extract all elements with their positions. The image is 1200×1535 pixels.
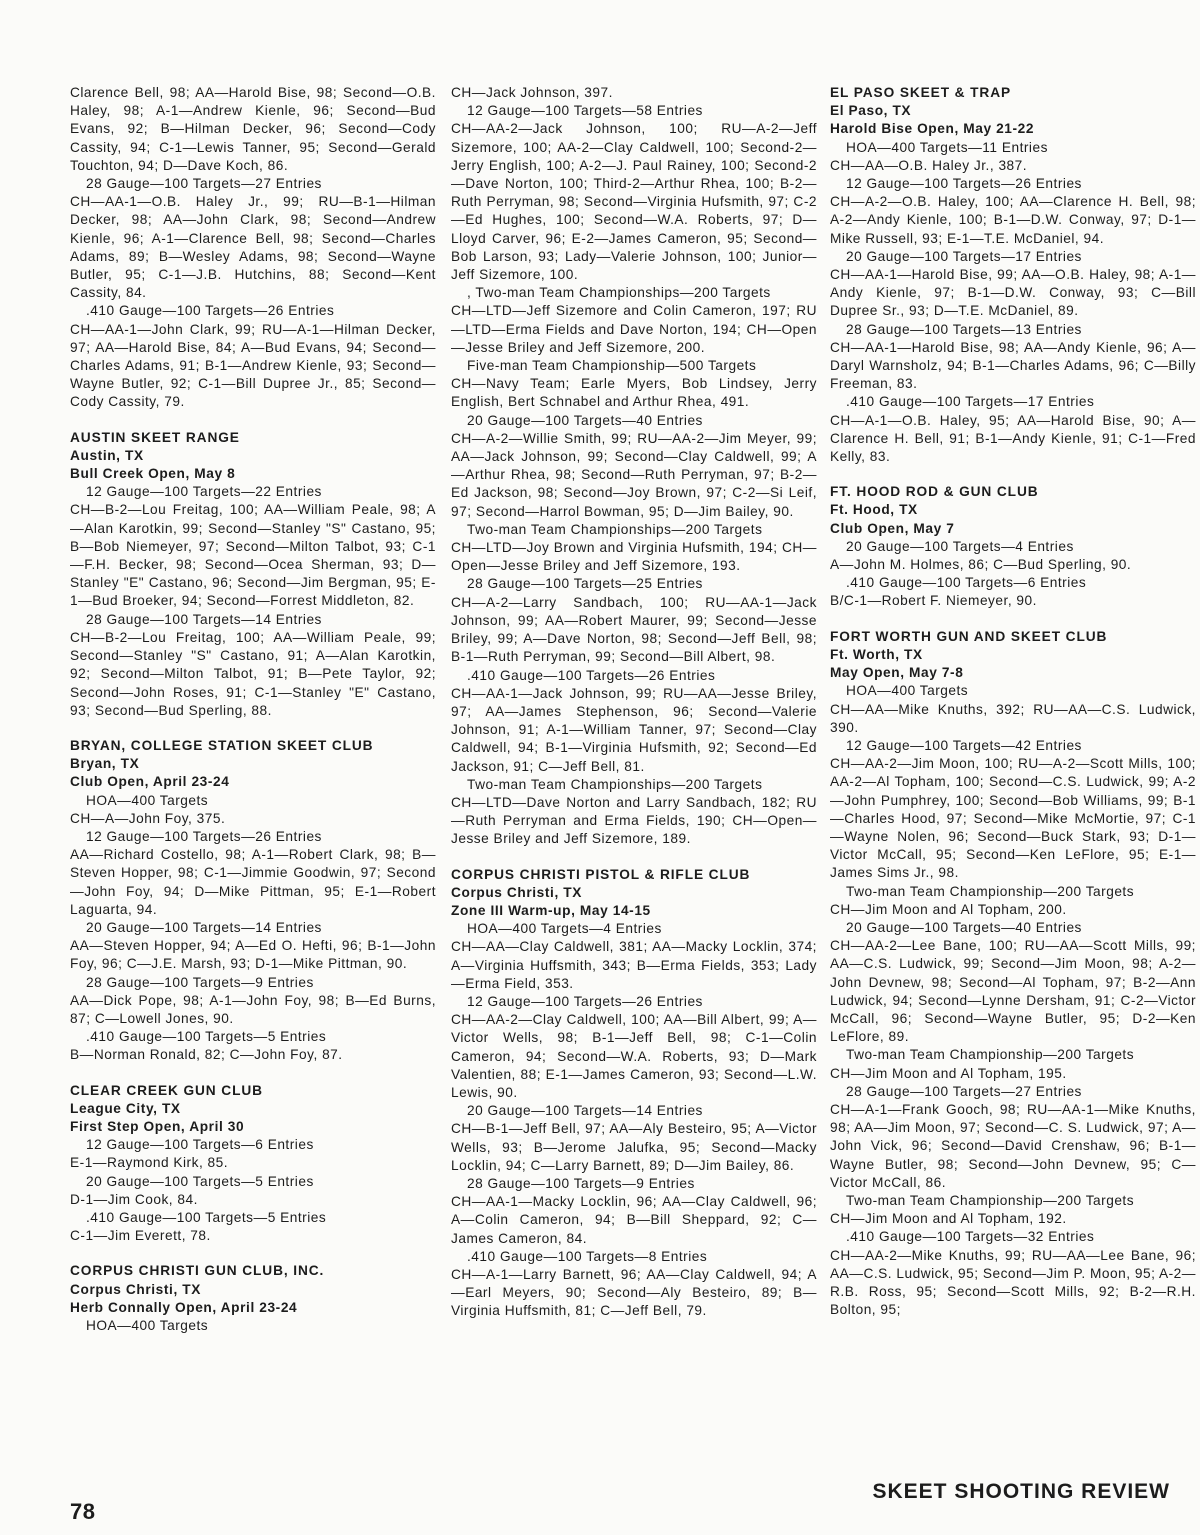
event-info: First Step Open, April 30 <box>70 1118 245 1134</box>
club-name: AUSTIN SKEET RANGE <box>70 429 240 445</box>
result-text: CH—LTD—Dave Norton and Larry Sandbach, 182; RU—Ruth Perryman and Erma Fields, 190; CH—Open—Jesse Briley and Jeff Sizemore, 189. <box>451 794 817 847</box>
result-text: CH—B-2—Lou Freitag, 100; AA—William Peale, 98; A—Alan Karotkin, 99; Second—Stanley "S" Castano, 95; B—Bob Niemeyer, 97; Second—Milton Talbot, 93; C-1—F.H. Becker, 98; Second—Ocea Sherman, 93; D—Stanley "E" Castano, 96; Second—Jim Bergman, 95; E-1—Bud Broeker, 94; Second—Forrest Middleton, 82. <box>70 502 436 609</box>
result-text: CH—AA-1—John Clark, 99; RU—A-1—Hilman Decker, 97; AA—Harold Bise, 84; A—Bud Evans, 94; Second—Charles Adams, 91; B-1—Andrew Kienle, 93; Second—Wayne Butler, 92; C-1—Bill Dupree Jr., 85; Second—Cody Cassity, 79. <box>70 321 436 410</box>
club-name: CLEAR CREEK GUN CLUB <box>70 1082 263 1098</box>
event-info: May Open, May 7-8 <box>830 665 964 681</box>
result-text: E-1—Raymond Kirk, 85. <box>70 1155 229 1171</box>
result-text: C-1—Jim Everett, 78. <box>70 1228 211 1244</box>
club-name: FORT WORTH GUN AND SKEET CLUB <box>830 628 1108 644</box>
event-heading: HOA—400 Targets—4 Entries <box>467 921 662 937</box>
event-heading: 28 Gauge—100 Targets—9 Entries <box>86 974 314 990</box>
event-heading: 12 Gauge—100 Targets—26 Entries <box>86 828 322 844</box>
result-text: CH—A-2—Willie Smith, 99; RU—AA-2—Jim Meyer, 99; AA—Jack Johnson, 99; Second—Clay Caldwell, 99; A—Arthur Rhea, 98; Second—Ruth Perryman, 97; B-2—Ed Jackson, 98; Second—Joy Brown, 97; C-2—Si Leif, 97; Second—Harrol Bowman, 95; D—Jim Bailey, 90. <box>451 430 817 519</box>
result-text: CH—AA-1—Harold Bise, 99; AA—O.B. Haley, 98; A-1—Andy Kienle, 97; B-1—D.W. Conway, 93; C—Bill Dupree Sr., 93; D—T.E. McDaniel, 89. <box>830 267 1196 319</box>
event-heading: .410 Gauge—100 Targets—26 Entries <box>467 667 716 683</box>
result-text: CH—A—John Foy, 375. <box>70 810 226 826</box>
event-heading: .410 Gauge—100 Targets—17 Entries <box>846 394 1095 410</box>
result-text: CH—AA—Mike Knuths, 392; RU—AA—C.S. Ludwick, 390. <box>830 701 1196 735</box>
result-text: CH—AA-1—Jack Johnson, 99; RU—AA—Jesse Briley, 97; AA—James Stephenson, 96; Second—Valerie Johnson, 91; A-1—William Tanner, 97; Second—Clay Caldwell, 94; B-1—Virginia Hufsmith, 92; Second—Ed Jackson, 91; C—Jeff Bell, 81. <box>451 685 817 774</box>
result-text: CH—Jim Moon and Al Topham, 192. <box>830 1211 1067 1227</box>
result-text: B/C-1—Robert F. Niemeyer, 90. <box>830 593 1037 609</box>
event-info: Bryan, TX <box>70 756 140 772</box>
result-text: A—John M. Holmes, 86; C—Bud Sperling, 90. <box>830 557 1132 573</box>
event-heading: 28 Gauge—100 Targets—14 Entries <box>86 611 322 627</box>
event-info: Club Open, April 23-24 <box>70 774 230 790</box>
event-heading: .410 Gauge—100 Targets—6 Entries <box>846 575 1087 591</box>
result-text: CH—A-2—Larry Sandbach, 100; RU—AA-1—Jack Johnson, 99; AA—Robert Maurer, 99; Second—Jesse Briley, 99; A—Dave Norton, 98; Second—Jeff Bell, 98; B-1—Ruth Perryman, 99; Second—Bill Albert, 98. <box>451 594 817 665</box>
club-name: FT. HOOD ROD & GUN CLUB <box>830 484 1039 500</box>
event-heading: 20 Gauge—100 Targets—14 Entries <box>86 919 322 935</box>
result-text: CH—B-1—Jeff Bell, 97; AA—Aly Besteiro, 95; A—Victor Wells, 93; B—Jerome Jalufka, 95; Second—Macky Locklin, 94; C—Larry Barnett, 89; D—Jim Bailey, 86. <box>451 1121 817 1173</box>
event-heading: Two-man Team Championship—200 Targets <box>846 1047 1135 1063</box>
event-info: Austin, TX <box>70 447 144 463</box>
event-info: El Paso, TX <box>830 103 912 119</box>
event-heading: 20 Gauge—100 Targets—40 Entries <box>846 919 1082 935</box>
event-heading: .410 Gauge—100 Targets—5 Entries <box>86 1209 327 1225</box>
event-heading: HOA—400 Targets <box>86 1318 209 1333</box>
event-info: Corpus Christi, TX <box>451 884 582 900</box>
event-heading: 28 Gauge—100 Targets—27 Entries <box>846 1083 1082 1099</box>
result-text: CH—A-1—Larry Barnett, 96; AA—Clay Caldwell, 94; A—Earl Meyers, 90; Second—Aly Besteiro, 89; B—Virginia Huffsmith, 81; C—Jeff Bell, 79. <box>451 1267 817 1319</box>
event-heading: HOA—400 Targets—11 Entries <box>846 139 1048 155</box>
event-heading: 12 Gauge—100 Targets—22 Entries <box>86 484 322 500</box>
result-text: CH—AA-2—Jack Johnson, 100; RU—A-2—Jeff Sizemore, 100; AA-2—Clay Caldwell, 100; Second-2—Jerry English, 100; A-2—J. Paul Rainey, 100; Second-2—Dave Norton, 100; Third-2—Arthur Rhea, 100; B-2—Ruth Perryman, 98; Second—Virginia Hufsmith, 97; C-2—Ed Hughes, 100; Second—W.A. Roberts, 97; D—Lloyd Carver, 96; E-2—James Cameron, 95; Second—Bob Larson, 93; Lady—Valerie Johnson, 100; Junior—Jeff Sizemore, 100. <box>451 121 817 283</box>
text-column-2 <box>451 84 817 1321</box>
result-text: CH—A-1—Frank Gooch, 98; RU—AA-1—Mike Knuths, 98; AA—Jim Moon, 97; Second—C. S. Ludwick, 97; A—John Vick, 96; Second—David Crenshaw, 96; B-1—Wayne Butler, 98; Second—John Devnew, 95; C—Victor McCall, 86. <box>830 1101 1196 1190</box>
event-heading: Two-man Team Championships—200 Targets <box>467 776 763 792</box>
club-name: CORPUS CHRISTI PISTOL & RIFLE CLUB <box>451 866 751 882</box>
event-heading: , Two-man Team Championships—200 Targets <box>467 285 771 301</box>
event-heading: 20 Gauge—100 Targets—14 Entries <box>467 1103 703 1119</box>
event-heading: 20 Gauge—100 Targets—40 Entries <box>467 412 703 428</box>
event-info: Ft. Hood, TX <box>830 502 918 518</box>
page-number: 78 <box>70 1499 96 1524</box>
event-info: Club Open, May 7 <box>830 520 955 536</box>
result-text: CH—AA—Clay Caldwell, 381; AA—Macky Locklin, 374; A—Virginia Huffsmith, 343; B—Erma Fields, 353; Lady—Erma Field, 353. <box>451 939 817 991</box>
event-heading: 28 Gauge—100 Targets—13 Entries <box>846 321 1082 337</box>
event-heading: 28 Gauge—100 Targets—9 Entries <box>467 1175 695 1191</box>
event-heading: 20 Gauge—100 Targets—4 Entries <box>846 538 1074 554</box>
event-heading: HOA—400 Targets <box>86 792 209 808</box>
result-text: CH—AA—O.B. Haley Jr., 387. <box>830 157 1028 173</box>
event-heading: HOA—400 Targets <box>846 683 969 699</box>
result-text: CH—B-2—Lou Freitag, 100; AA—William Peale, 99; Second—Stanley "S" Castano, 91; A—Alan Karotkin, 92; Second—Milton Talbot, 91; B—Pete Taylor, 92; Second—John Roses, 91; C-1—Stanley "E" Castano, 93; Second—Bud Sperling, 88. <box>70 629 436 718</box>
result-text: AA—Richard Costello, 98; A-1—Robert Clark, 98; B—Steven Hopper, 98; C-1—Jimmie Goodwin, 97; Second—John Foy, 94; D—Mike Pittman, 95; E-1—Robert Laguarta, 94. <box>70 847 436 917</box>
result-text: CH—AA-1—Macky Locklin, 96; AA—Clay Caldwell, 96; A—Colin Cameron, 94; B—Bill Sheppard, 92; C—James Cameron, 84. <box>451 1194 817 1246</box>
event-info: Corpus Christi, TX <box>70 1281 201 1297</box>
event-heading: .410 Gauge—100 Targets—8 Entries <box>467 1248 708 1264</box>
result-text: Clarence Bell, 98; AA—Harold Bise, 98; Second—O.B. Haley, 98; A-1—Andrew Kienle, 96; Second—Bud Evans, 92; B—Hilman Decker, 96; Second—Cody Cassity, 94; C-1—Lewis Tanner, 95; Second—Gerald Touchton, 94; D—Dave Koch, 86. <box>70 85 436 173</box>
result-text: CH—Jim Moon and Al Topham, 200. <box>830 901 1067 917</box>
result-text: CH—Navy Team; Earle Myers, Bob Lindsey, Jerry English, Bert Schnabel and Arthur Rhea, 491. <box>451 376 817 410</box>
event-heading: 12 Gauge—100 Targets—26 Entries <box>467 993 703 1009</box>
result-text: CH—AA-2—Lee Bane, 100; RU—AA—Scott Mills, 99; AA—C.S. Ludwick, 99; Second—Jim Moon, 98; A-2—John Devnew, 98; Second—Al Topham, 97; B-2—Ann Ludwick, 94; Second—Lynne Dersham, 91; C-2—Victor McCall, 96; Second—Wayne Butler, 95; D-2—Ken LeFlore, 89. <box>830 938 1196 1045</box>
magazine-title: SKEET SHOOTING REVIEW <box>872 1480 1170 1503</box>
result-text: CH—AA-2—Mike Knuths, 99; RU—AA—Lee Bane, 96; AA—C.S. Ludwick, 95; Second—Jim P. Moon, 95; A-2—R.B. Ross, 95; Second—Scott Mills, 92; B-2—R.H. Bolton, 95; <box>830 1247 1196 1318</box>
club-name: CORPUS CHRISTI GUN CLUB, INC. <box>70 1263 325 1279</box>
event-heading: 12 Gauge—100 Targets—58 Entries <box>467 103 703 119</box>
event-heading: .410 Gauge—100 Targets—32 Entries <box>846 1229 1095 1245</box>
text-column-3 <box>830 84 1196 1319</box>
result-text: CH—A-1—O.B. Haley, 95; AA—Harold Bise, 90; A—Clarence H. Bell, 91; B-1—Andy Kienle, 91; C-1—Fred Kelly, 83. <box>830 412 1196 465</box>
event-info: Ft. Worth, TX <box>830 646 923 662</box>
club-name: BRYAN, COLLEGE STATION SKEET CLUB <box>70 737 374 753</box>
event-heading: Five-man Team Championship—500 Targets <box>467 358 757 374</box>
event-heading: Two-man Team Championship—200 Targets <box>846 1192 1135 1208</box>
event-info: Bull Creek Open, May 8 <box>70 466 236 482</box>
result-text: CH—AA-1—O.B. Haley Jr., 99; RU—B-1—Hilman Decker, 98; AA—John Clark, 98; Second—Andrew Kienle, 96; A-1—Clarence Bell, 98; Second—Charles Adams, 89; B—Wesley Adams, 98; Second—Wayne Butler, 95; C-1—J.B. Hutchins, 88; Second—Kent Cassity, 84. <box>70 194 436 301</box>
event-heading: 12 Gauge—100 Targets—26 Entries <box>846 176 1082 192</box>
event-heading: 20 Gauge—100 Targets—17 Entries <box>846 248 1082 264</box>
club-name: EL PASO SKEET & TRAP <box>830 85 1012 100</box>
event-heading: 12 Gauge—100 Targets—42 Entries <box>846 737 1082 753</box>
result-text: CH—AA-1—Harold Bise, 98; AA—Andy Kienle, 96; A—Daryl Warnsholz, 94; B-1—Charles Adams, 96; C—Billy Freeman, 83. <box>830 339 1196 392</box>
event-heading: 28 Gauge—100 Targets—27 Entries <box>86 176 322 192</box>
result-text: CH—LTD—Joy Brown and Virginia Hufsmith, 194; CH—Open—Jesse Briley and Jeff Sizemore, 193. <box>451 540 817 574</box>
event-info: League City, TX <box>70 1100 181 1116</box>
result-text: CH—Jack Johnson, 397. <box>451 85 613 100</box>
result-text: AA—Dick Pope, 98; A-1—John Foy, 98; B—Ed Burns, 87; C—Lowell Jones, 90. <box>70 992 436 1026</box>
event-heading: .410 Gauge—100 Targets—26 Entries <box>86 303 335 319</box>
result-text: B—Norman Ronald, 82; C—John Foy, 87. <box>70 1047 343 1063</box>
event-info: Harold Bise Open, May 21-22 <box>830 121 1035 137</box>
result-text: CH—LTD—Jeff Sizemore and Colin Cameron, 197; RU—LTD—Erma Fields and Dave Norton, 194; CH—Open—Jesse Briley and Jeff Sizemore, 200. <box>451 303 817 355</box>
result-text: CH—A-2—O.B. Haley, 100; AA—Clarence H. Bell, 98; A-2—Andy Kienle, 100; B-1—D.W. Conway, 97; D-1—Mike Russell, 93; E-1—T.E. McDaniel, 94. <box>830 194 1196 246</box>
event-info: Herb Connally Open, April 23-24 <box>70 1299 298 1315</box>
event-heading: Two-man Team Championships—200 Targets <box>467 521 763 537</box>
event-heading: 28 Gauge—100 Targets—25 Entries <box>467 576 703 592</box>
result-text: CH—AA-2—Clay Caldwell, 100; AA—Bill Albert, 99; A—Victor Wells, 98; B-1—Jeff Bell, 98; C-1—Colin Cameron, 94; Second—W.A. Roberts, 93; D—Mark Valentien, 88; E-1—James Cameron, 93; Second—L.W. Lewis, 90. <box>451 1012 817 1100</box>
result-text: D-1—Jim Cook, 84. <box>70 1191 198 1207</box>
event-heading: Two-man Team Championship—200 Targets <box>846 883 1135 899</box>
event-heading: .410 Gauge—100 Targets—5 Entries <box>86 1029 327 1045</box>
event-heading: 20 Gauge—100 Targets—5 Entries <box>86 1173 314 1189</box>
result-text: AA—Steven Hopper, 94; A—Ed O. Hefti, 96; B-1—John Foy, 96; C—J.E. Marsh, 93; D-1—Mike Pittman, 90. <box>70 938 436 972</box>
result-text: CH—Jim Moon and Al Topham, 195. <box>830 1065 1067 1081</box>
event-heading: 12 Gauge—100 Targets—6 Entries <box>86 1137 314 1153</box>
event-info: Zone III Warm-up, May 14-15 <box>451 902 651 918</box>
text-column-1 <box>70 84 436 1335</box>
result-text: CH—AA-2—Jim Moon, 100; RU—A-2—Scott Mills, 100; AA-2—Al Topham, 100; Second—C.S. Ludwick, 99; A-2—John Pumphrey, 100; Second—Bob Williams, 99; B-1—Charles Hood, 97; Second—Mike McMortie, 97; C-1—Wayne Nolen, 96; Second—Buck Stark, 93; D-1—Victor McCall, 95; Second—Ken LeFlore, 95; E-1—James Sims Jr., 98. <box>830 756 1196 881</box>
